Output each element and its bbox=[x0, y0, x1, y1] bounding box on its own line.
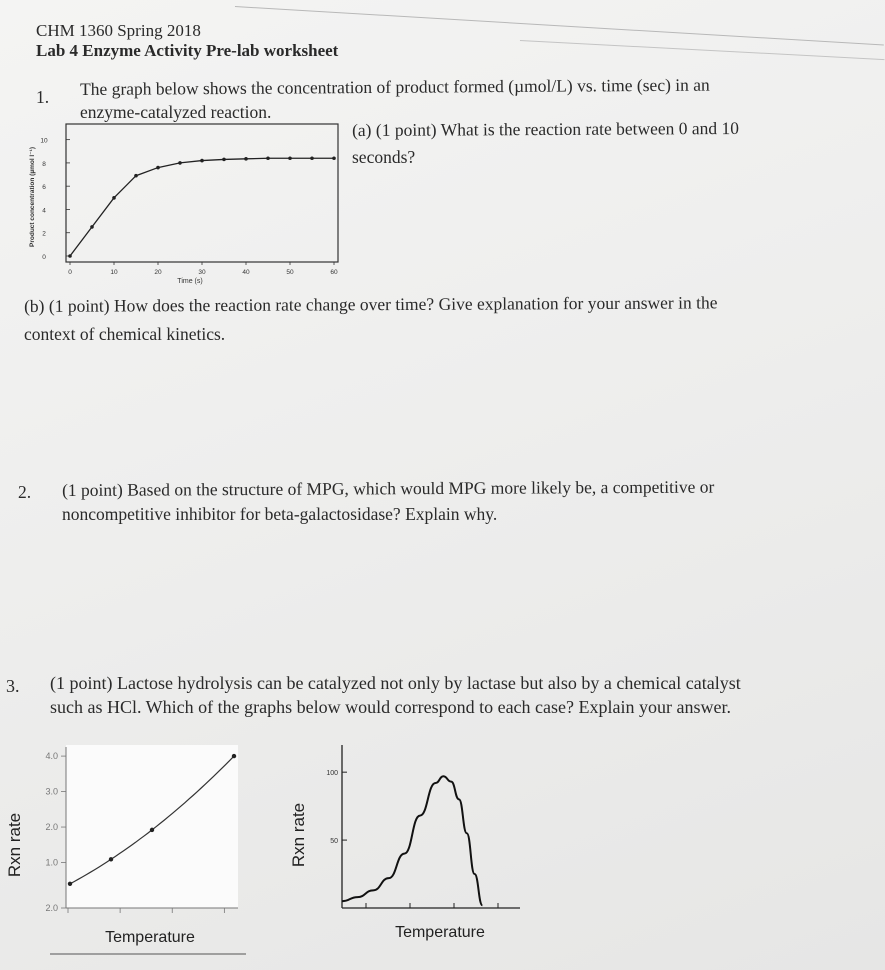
data-point bbox=[222, 158, 226, 162]
q3-text-line2: such as HCl. Which of the graphs below would correspond to each case? Explain your answer. bbox=[50, 697, 731, 717]
y-tick-label: 2 bbox=[42, 230, 46, 238]
q1-part-b-line1: (b) (1 point) How does the reaction rate change over time? Give explanation for your answer in the bbox=[24, 292, 718, 316]
q1-text-line2: enzyme-catalyzed reaction. bbox=[80, 102, 272, 122]
q1-part-a-line2: seconds? bbox=[352, 147, 416, 167]
x-axis-title: Temperature bbox=[395, 924, 485, 941]
data-line bbox=[342, 776, 482, 905]
data-point bbox=[310, 156, 314, 160]
data-point bbox=[200, 159, 204, 163]
data-point bbox=[178, 161, 182, 165]
q1-text-line1: The graph below shows the concentration of product formed (µmol/L) vs. time (sec) in an bbox=[80, 74, 710, 99]
y-tick-label: 1.0 bbox=[45, 857, 58, 868]
data-point bbox=[68, 254, 72, 258]
data-point bbox=[266, 156, 270, 160]
rxn-rate-curve-chart bbox=[0, 735, 260, 960]
paper-fold-line bbox=[520, 40, 885, 60]
x-tick-label: 60 bbox=[330, 269, 338, 276]
data-point bbox=[332, 156, 336, 160]
x-tick-label: 10 bbox=[110, 269, 118, 276]
y-tick-label: 2.0 bbox=[45, 903, 58, 913]
data-point bbox=[244, 157, 248, 161]
rxn-rate-peak-chart bbox=[282, 735, 532, 950]
q3-number: 3. bbox=[6, 676, 20, 696]
q1-part-b-line2: context of chemical kinetics. bbox=[24, 324, 226, 344]
q1-part-a-line1: (a) (1 point) What is the reaction rate between 0 and 10 bbox=[352, 117, 740, 140]
y-tick-label: 3.0 bbox=[45, 786, 58, 797]
worksheet-title: Lab 4 Enzyme Activity Pre-lab worksheet bbox=[36, 41, 339, 60]
plot-area bbox=[66, 745, 238, 908]
y-axis-title: Product concentration (µmol l⁻¹) bbox=[29, 147, 36, 247]
x-tick-label: 40 bbox=[242, 269, 250, 276]
x-axis-title: Time (s) bbox=[177, 278, 203, 285]
data-point bbox=[90, 225, 94, 229]
y-tick-label: 10 bbox=[40, 137, 48, 145]
product-vs-time-chart bbox=[22, 118, 352, 300]
x-tick-label: 20 bbox=[154, 269, 162, 276]
data-point bbox=[156, 166, 160, 170]
x-tick-label: 30 bbox=[198, 269, 206, 276]
data-point bbox=[134, 174, 138, 178]
y-tick-label: 2.0 bbox=[45, 822, 58, 833]
data-line bbox=[70, 158, 334, 256]
y-tick-label: 50 bbox=[330, 838, 338, 846]
y-axis-title: Rxn rate bbox=[289, 802, 308, 868]
q3-text-line1: (1 point) Lactose hydrolysis can be catalyzed not only by lactase but also by a chemical catalyst bbox=[50, 673, 741, 693]
data-point bbox=[112, 196, 116, 200]
q2-text-line1: (1 point) Based on the structure of MPG, which would MPG more likely be, a competitive or bbox=[62, 476, 715, 500]
data-point bbox=[109, 857, 113, 861]
data-point bbox=[150, 828, 154, 832]
y-tick-label: 4 bbox=[42, 207, 46, 215]
y-tick-label: 8 bbox=[42, 160, 46, 168]
paper-fold-line bbox=[235, 6, 884, 46]
y-tick-label: 100 bbox=[326, 770, 338, 778]
q2-number: 2. bbox=[18, 482, 32, 502]
data-point bbox=[232, 754, 236, 758]
x-tick-label: 0 bbox=[68, 269, 72, 276]
y-axis-title: Rxn rate bbox=[5, 812, 24, 878]
y-tick-label: 6 bbox=[42, 184, 46, 192]
y-tick-label: 0 bbox=[42, 254, 46, 261]
q2-text-line2: noncompetitive inhibitor for beta-galactosidase? Explain why. bbox=[62, 504, 498, 524]
chart-frame bbox=[66, 124, 338, 262]
data-point bbox=[288, 156, 292, 160]
y-tick-label: 4.0 bbox=[45, 751, 58, 762]
q1-number: 1. bbox=[36, 87, 50, 107]
x-tick-label: 50 bbox=[286, 269, 294, 276]
x-axis-title: Temperature bbox=[105, 929, 195, 946]
data-point bbox=[68, 882, 72, 886]
course-header: CHM 1360 Spring 2018 bbox=[36, 21, 201, 40]
